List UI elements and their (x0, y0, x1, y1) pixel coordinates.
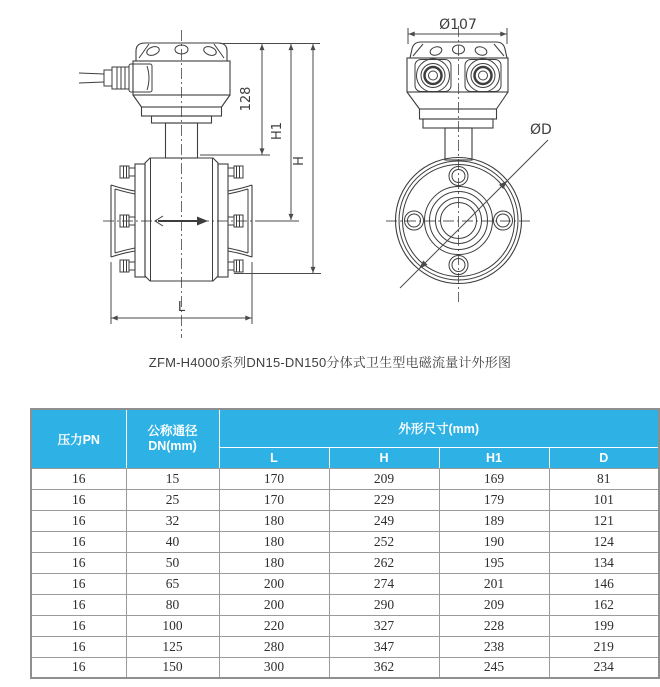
table-cell: 201 (439, 573, 549, 594)
table-cell: 146 (549, 573, 659, 594)
table-cell: 180 (219, 510, 329, 531)
table-cell: 125 (126, 636, 219, 657)
table-body (31, 468, 659, 678)
table-cell: 16 (31, 657, 126, 678)
table-cell: 200 (219, 594, 329, 615)
cable-gland (79, 64, 152, 92)
side-view-drawing (79, 30, 321, 338)
table-cell: 209 (329, 468, 439, 489)
cable-line (79, 82, 104, 83)
header-col-h1: H1 (439, 447, 549, 468)
table-cell: 124 (549, 531, 659, 552)
table-cell: 262 (329, 552, 439, 573)
table-cell: 179 (439, 489, 549, 510)
table-row (31, 531, 659, 552)
table-cell: 347 (329, 636, 439, 657)
table-cell: 16 (31, 594, 126, 615)
table-cell: 16 (31, 489, 126, 510)
side-view-dimensions (111, 44, 321, 325)
table-cell: 169 (439, 468, 549, 489)
table-cell: 100 (126, 615, 219, 636)
front-view-drawing (386, 17, 552, 302)
table-cell: 229 (329, 489, 439, 510)
table-cell: 180 (219, 531, 329, 552)
table-cell: 199 (549, 615, 659, 636)
table-row (31, 489, 659, 510)
table-cell: 80 (126, 594, 219, 615)
table-cell: 32 (126, 510, 219, 531)
table-cell: 252 (329, 531, 439, 552)
table-cell: 274 (329, 573, 439, 594)
table-cell: 234 (549, 657, 659, 678)
table-row (31, 510, 659, 531)
table-cell: 150 (126, 657, 219, 678)
header-pressure: 压力PN (31, 409, 126, 468)
spec-table (30, 408, 660, 679)
header-nominal-diameter-line2: DN(mm) (148, 438, 197, 453)
table-row (31, 573, 659, 594)
figure-caption: ZFM-H4000系列DN15-DN150分体式卫生型电磁流量计外形图 (148, 355, 512, 370)
table-cell: 170 (219, 489, 329, 510)
header-nominal-diameter (126, 409, 219, 468)
table-cell: 162 (549, 594, 659, 615)
table-cell: 65 (126, 573, 219, 594)
flange-plate-left (135, 164, 145, 277)
table-cell: 362 (329, 657, 439, 678)
table-cell: 16 (31, 552, 126, 573)
table-cell: 40 (126, 531, 219, 552)
table-cell: 81 (549, 468, 659, 489)
table-cell: 209 (439, 594, 549, 615)
connector-right (465, 59, 501, 92)
table-cell: 180 (219, 552, 329, 573)
table-cell: 16 (31, 636, 126, 657)
table-cell: 121 (549, 510, 659, 531)
flange-plate-right (218, 164, 228, 277)
table-cell: 134 (549, 552, 659, 573)
header-col-d: D (549, 447, 659, 468)
table-cell: 195 (439, 552, 549, 573)
table-cell: 280 (219, 636, 329, 657)
dim-label-128: 128 (239, 86, 254, 112)
table-cell: 16 (31, 573, 126, 594)
table-cell: 101 (549, 489, 659, 510)
header-nominal-diameter-line1: 公称通径 (147, 423, 198, 438)
table-row (31, 594, 659, 615)
table-row (31, 615, 659, 636)
table-cell: 16 (31, 510, 126, 531)
table-cell: 228 (439, 615, 549, 636)
table-cell: 16 (31, 468, 126, 489)
table-cell: 220 (219, 615, 329, 636)
table-cell: 190 (439, 531, 549, 552)
cable-line (79, 73, 104, 74)
bolts (120, 166, 243, 272)
table-cell: 219 (549, 636, 659, 657)
dim-label-l: L (177, 300, 186, 315)
table-cell: 200 (219, 573, 329, 594)
dim-label-diameter-d: ØD (530, 122, 552, 138)
table-row (31, 636, 659, 657)
table-cell: 290 (329, 594, 439, 615)
header-col-h: H (329, 447, 439, 468)
table-cell: 189 (439, 510, 549, 531)
table-cell: 327 (329, 615, 439, 636)
table-cell: 249 (329, 510, 439, 531)
header-dimensions-group: 外形尺寸(mm) (219, 409, 659, 447)
table-cell: 245 (439, 657, 549, 678)
dim-label-diameter-107: Ø107 (439, 17, 477, 33)
table-cell: 16 (31, 531, 126, 552)
neck-section (407, 92, 508, 160)
connector-left (415, 59, 451, 92)
table-cell: 16 (31, 615, 126, 636)
table-cell: 25 (126, 489, 219, 510)
header-col-l: L (219, 447, 329, 468)
table-cell: 238 (439, 636, 549, 657)
table-cell: 300 (219, 657, 329, 678)
table-row (31, 468, 659, 489)
dim-label-h: H (292, 156, 307, 166)
front-view-dim-107 (408, 17, 507, 44)
table-cell: 50 (126, 552, 219, 573)
table-cell: 15 (126, 468, 219, 489)
table-row (31, 657, 659, 678)
dim-label-h1: H1 (270, 121, 285, 141)
table-cell: 170 (219, 468, 329, 489)
table-row (31, 552, 659, 573)
